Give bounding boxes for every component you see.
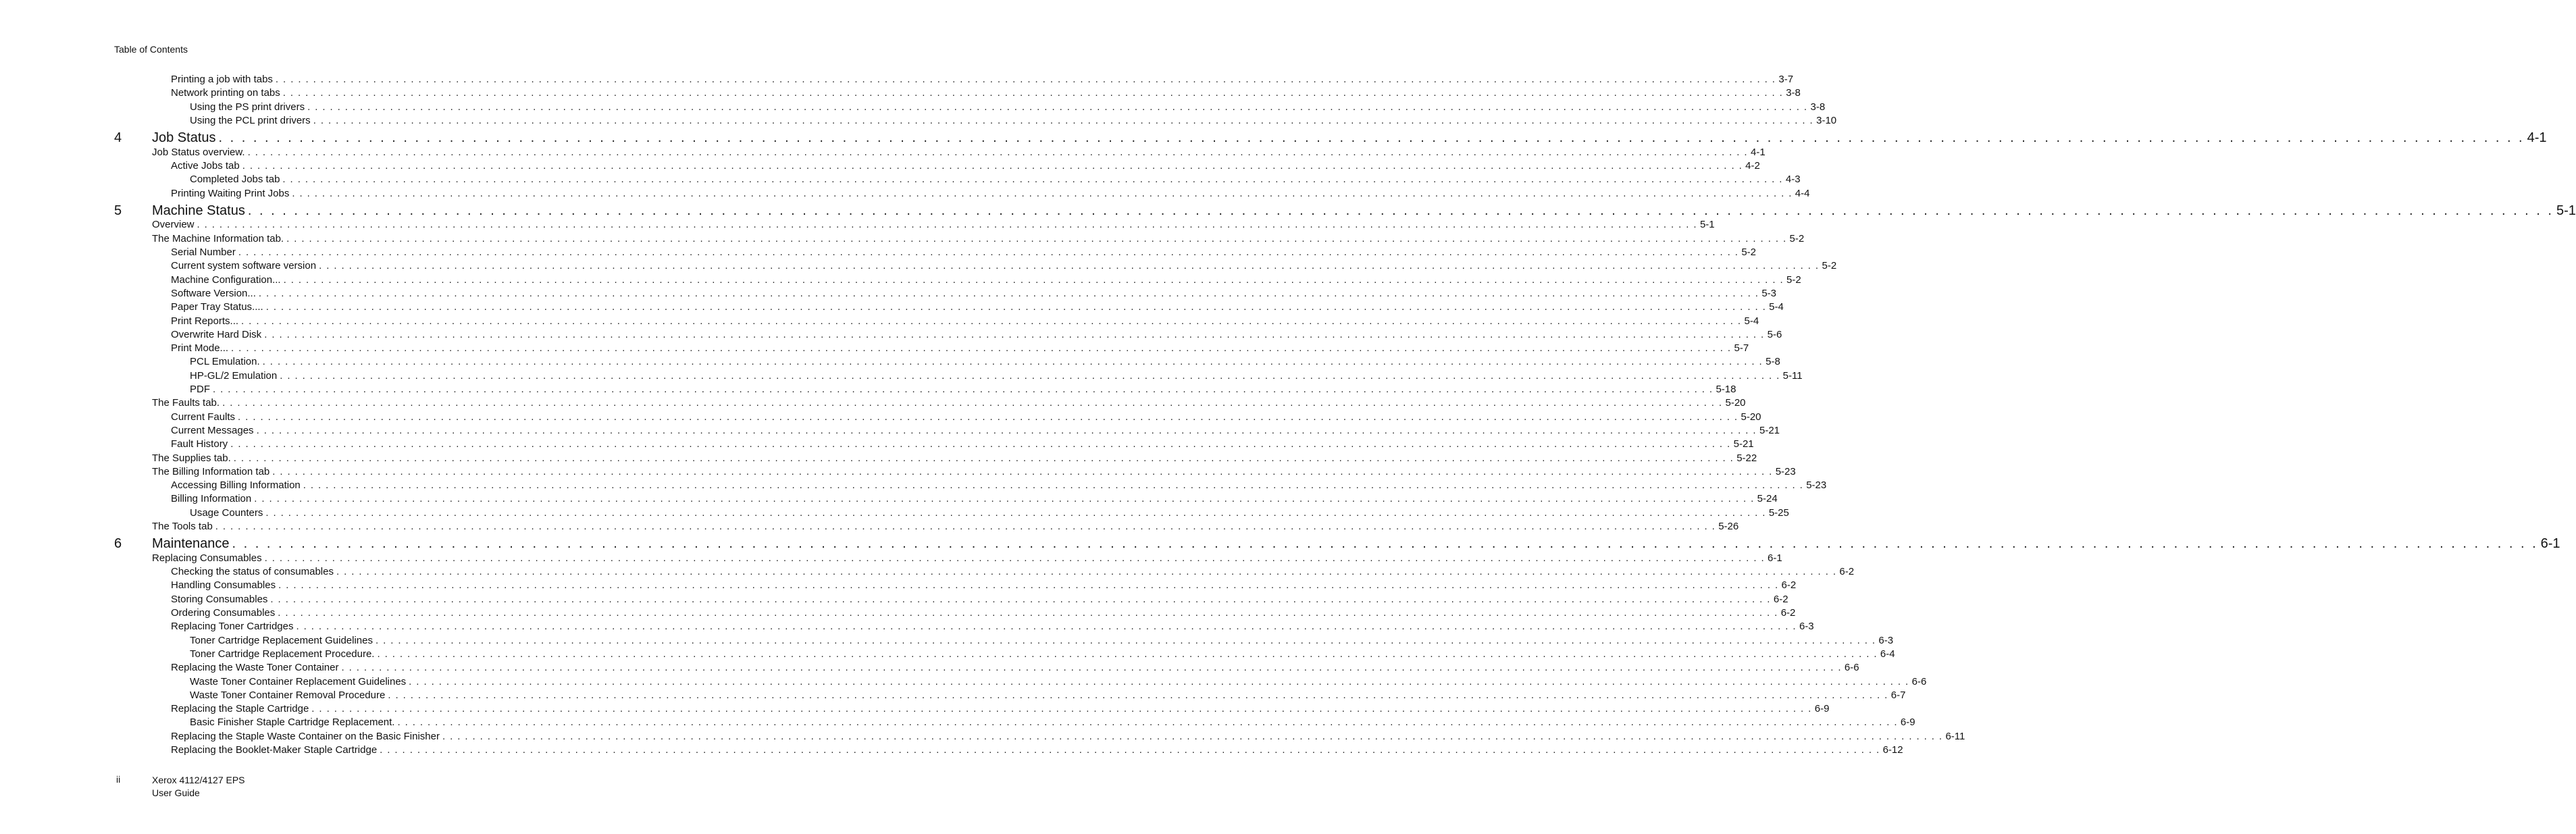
chapter-page: 5-1 xyxy=(2556,203,2576,218)
toc-entry[interactable] xyxy=(190,634,1894,648)
dot-leader: . . . . . . . . . . . . . . . . . . . . . . . . . . . . . . . . . . . . . . . . . . . . . . . . . . . . . . . . . . . . . . . . . . . . . . . . . . . . . . . . . . . . . . . . . . . . . . . . . . . . . . . . . . . . . . . . . . . . . . . . . . . . . . . . . . . . . . . . . . . . . . . . . . . . . . . . . . . . . . . . . . . . . . . . . . . . . . . . . . . . . . . . . . . . . . . . . . . . . . . . xyxy=(282,174,1783,186)
entry-page: 3-10 xyxy=(1816,114,1837,126)
toc-entry[interactable] xyxy=(190,648,1895,661)
entry-title: Print Mode... xyxy=(171,342,229,355)
entry-page: 6-4 xyxy=(1880,648,1895,660)
footer-product-info xyxy=(152,774,245,800)
toc-entry[interactable] xyxy=(171,744,1903,757)
toc-entry[interactable] xyxy=(152,146,1766,159)
toc-entry[interactable] xyxy=(190,383,1736,396)
dot-leader: . . . . . . . . . . . . . . . . . . . . . . . . . . . . . . . . . . . . . . . . . . . . . . . . . . . . . . . . . . . . . . . . . . . . . . . . . . . . . . . . . . . . . . . . . . . . . . . . . . . . . . . . . . . . . . . . . . . . . . . . . . . . . . . . . . . . . . . . . . . . . . . . . . . . . . . . . . . . . . . . . . . . . . . . . . . . . . . . . . . . . . . . . . . . . . . . . . . . . . . . xyxy=(388,689,1888,701)
toc-entry[interactable] xyxy=(152,465,1796,479)
footer-page-number: ii xyxy=(116,774,121,785)
entry-page: 3-8 xyxy=(1786,87,1801,99)
toc-entry[interactable] xyxy=(171,424,1780,438)
entry-title: Replacing the Booklet-Maker Staple Cartridge xyxy=(171,744,378,756)
entry-page: 6-6 xyxy=(1911,675,1927,687)
dot-leader: . . . . . . . . . . . . . . . . . . . . . . . . . . . . . . . . . . . . . . . . . . . . . . . . . . . . . . . . . . . . . . . . . . . . . . . . . . . . . . . . . . . . . . . . . . . . . . . . . . . . . . . . . . . . . . . . . . . . . . . . . . . . . . . . . . . . . . . . . . . . . . . . . . . . . . . . . . . . . . . . . . . . . . . . . . . . . . . . . . . . . . . . . . . . . . . . . . . . . . . . xyxy=(262,356,1763,368)
chapter-title: Job Status xyxy=(152,130,216,146)
entry-page: 6-3 xyxy=(1878,634,1894,646)
entry-page: 5-3 xyxy=(1761,287,1777,299)
entry-page: 5-11 xyxy=(1782,369,1803,382)
entry-page: 6-2 xyxy=(1839,566,1855,578)
entry-page: 5-25 xyxy=(1768,506,1789,519)
chapter-number: 5 xyxy=(114,203,122,218)
dot-leader: . . . . . . . . . . . . . . . . . . . . . . . . . . . . . . . . . . . . . . . . . . . . . . . . . . . . . . . . . . . . . . . . . . . . . . . . . . . . . . . . . . . . . . . . . . . . . . . . . . . . . . . . . . . . . . . . . . . . . . . . . . . . . . . . . . . . . . . . . . . . . . . . . . . . . . . . . . . . . . . . . . . . . . . . . . . . . . . . . . . . . . . . . . . . . . . . . . . . . . . . xyxy=(233,452,1734,464)
toc-entry[interactable] xyxy=(171,273,1801,287)
toc-entry[interactable] xyxy=(171,86,1801,100)
entry-page: 6-2 xyxy=(1780,607,1796,619)
entry-title: Usage Counters xyxy=(190,506,263,519)
chapter-page: 4-1 xyxy=(2527,130,2547,146)
dot-leader: . . . . . . . . . . . . . . . . . . . . . . . . . . . . . . . . . . . . . . . . . . . . . . . . . . . . . . . . . . . . . . . . . . . . . . . . . . . . . . . . . . . . . . . . . . . . . . . . . . . . . . . . . . . . . . . . . . . . . . . . . . . . . . . . . . . . . . . . . . . . . . . . . . . . . . . . . . . . . . . . . . . . . . . . . . . . . . . . . . . . . . . . . . . . . . . . . . . . . . . . xyxy=(258,287,1759,299)
dot-leader: . . . . . . . . . . . . . . . . . . . . . . . . . . . . . . . . . . . . . . . . . . . . . . . . . . . . . . . . . . . . . . . . . . . . . . . . . . . . . . . . . . . . . . . . . . . . . . . . . . . . . . . . . . . . . . . . . . . . . . . . . . . . . . . . . . . . . . . . . . . . . . . . . . . . . . . . . . . . . . . . . . . . . . . . . . . . . . . . . . . . . . . . . . . . . . . . . . . . . . . . xyxy=(307,101,1808,113)
toc-entry[interactable] xyxy=(190,101,1826,114)
toc-entry[interactable] xyxy=(190,675,1927,689)
entry-page: 6-9 xyxy=(1900,716,1915,729)
entry-page: 6-12 xyxy=(1882,744,1903,756)
footer-guide-name: User Guide xyxy=(152,787,200,798)
chapter-title: Maintenance xyxy=(152,536,230,552)
entry-page: 4-1 xyxy=(1751,146,1766,158)
dot-leader: . . . . . . . . . . . . . . . . . . . . . . . . . . . . . . . . . . . . . . . . . . . . . . . . . . . . . . . . . . . . . . . . . . . . . . . . . . . . . . . . . . . . . . . . . . . . . . . . . . . . . . . . . . . . . . . . . . . . . . . . . . . . . . . . . . . . . . . . . . . . . . . . . . . . . . . . . . . . . . . . . . . . . . . . . . . . . . . . . . . . . . . . . . . . . . . . . . . . . . . . xyxy=(231,342,1732,355)
entry-page: 5-18 xyxy=(1716,384,1736,395)
toc-entry[interactable] xyxy=(171,593,1788,606)
chapter-page: 6-1 xyxy=(2540,536,2560,552)
entry-title: The Machine Information tab. xyxy=(152,232,284,244)
entry-title: The Faults tab. xyxy=(152,397,220,409)
entry-title: Waste Toner Container Removal Procedure xyxy=(190,689,386,701)
dot-leader: . . . . . . . . . . . . . . . . . . . . . . . . . . . . . . . . . . . . . . . . . . . . . . . . . . . . . . . . . . . . . . . . . . . . . . . . . . . . . . . . . . . . . . . . . . . . . . . . . . . . . . . . . . . . . . . . . . . . . . . . . . . . . . . . . . . . . . . . . . . . . . . . . . . . . . . . . . . . . . . . . . . . . . . . . . . . . . . . . . . . . . . . . . . . . . . . . . . . . . . . xyxy=(242,160,1743,172)
toc-entry[interactable] xyxy=(171,287,1777,301)
toc-entry[interactable] xyxy=(171,187,1810,201)
chapter-entry[interactable] xyxy=(152,129,2547,147)
entry-title: Completed Jobs tab xyxy=(190,174,280,186)
dot-leader: . . . . . . . . . . . . . . . . . . . . . . . . . . . . . . . . . . . . . . . . . . . . . . . . . . . . . . . . . . . . . . . . . . . . . . . . . . . . . . . . . . . . . . . . . . . . . . . . . . . . . . . . . . . . . . . . . . . . . . . . . . . . . . . . . . . . . . . . . . . . . . . . . . . . . . . . . . . . . . . . . . . . . . . . . . . . . . . . . . . . . . . . . . . . . . . . . . . . . . . . xyxy=(272,465,1773,477)
entry-title: Serial Number xyxy=(171,246,236,258)
dot-leader: . . . . . . . . . . . . . . . . . . . . . . . . . . . . . . . . . . . . . . . . . . . . . . . . . . . . . . . . . . . . . . . . . . . . . . . . . . . . . . . . . . . . . . . . . . . . . . . . . . . . . . . . . . . . . . . . . . . . . . . . . . . . . . . . . . . . . . . . . . . . . . . . . . . . . . . . . . . . . . . . . . . . . . . . . . . . . . . . . . . . . . . . . . . . . . . . . . . . . . . . xyxy=(238,246,1739,258)
entry-page: 6-3 xyxy=(1799,621,1814,633)
entry-page: 5-1 xyxy=(1699,219,1715,231)
toc-entry[interactable] xyxy=(152,396,1746,410)
running-header: Table of Contents xyxy=(114,44,188,55)
chapter-entry[interactable] xyxy=(152,202,2576,219)
dot-leader: . . . . . . . . . . . . . . . . . . . . . . . . . . . . . . . . . . . . . . . . . . . . . . . . . . . . . . . . . . . . . . . . . . . . . . . . . . . . . . . . . . . . . . . . . . . . . . . . . . . . . . . . . . . . . . . . . . . . . . . . . . . . . . . . . . . . . . . . . . . . . . . . . . . . . . . . . . . . . . . . . . . . . . . . . . . . . . . . . . . . . . . . . . . . . . . . . . . . . . . . xyxy=(296,621,1797,633)
dot-leader: . . . . . . . . . . . . . . . . . . . . . . . . . . . . . . . . . . . . . . . . . . . . . . . . . . . . . . . . . . . . . . . . . . . . . . . . . . . . . . . . . . . . . . . . . . . . . . . . . . . . . . . . . . . . . . . . . . . . . . . . . . . . . . . . . . . . . . . . . . . . . . . . . . . . . . . . . . . . . . . . . . . . . . . . . . . . . . . . . . . . . . . . . . . . . . . . . . . . . . . . xyxy=(247,203,2554,218)
entry-page: 6-2 xyxy=(1781,579,1797,592)
entry-page: 5-4 xyxy=(1769,301,1784,313)
entry-title: Replacing the Waste Toner Container xyxy=(171,662,339,674)
entry-page: 5-20 xyxy=(1741,411,1761,423)
toc-entry[interactable] xyxy=(171,259,1837,273)
dot-leader: . . . . . . . . . . . . . . . . . . . . . . . . . . . . . . . . . . . . . . . . . . . . . . . . . . . . . . . . . . . . . . . . . . . . . . . . . . . . . . . . . . . . . . . . . . . . . . . . . . . . . . . . . . . . . . . . . . . . . . . . . . . . . . . . . . . . . . . . . . . . . . . . . . . . . . . . . . . . . . . . . . . . . . . . . . . . . . . . . . . . . . . . . . . . . . . . . . . . . . . . xyxy=(442,730,1943,742)
entry-page: 5-2 xyxy=(1789,232,1805,244)
toc-entry[interactable] xyxy=(152,232,1805,246)
entry-page: 6-9 xyxy=(1814,703,1830,715)
dot-leader: . . . . . . . . . . . . . . . . . . . . . . . . . . . . . . . . . . . . . . . . . . . . . . . . . . . . . . . . . . . . . . . . . . . . . . . . . . . . . . . . . . . . . . . . . . . . . . . . . . . . . . . . . . . . . . . . . . . . . . . . . . . . . . . . . . . . . . . . . . . . . . . . . . . . . . . . . . . . . . . . . . . . . . . . . . . . . . . . . . . . . . . . . . . . . . . . . . . . . . . . xyxy=(280,369,1780,382)
dot-leader: . . . . . . . . . . . . . . . . . . . . . . . . . . . . . . . . . . . . . . . . . . . . . . . . . . . . . . . . . . . . . . . . . . . . . . . . . . . . . . . . . . . . . . . . . . . . . . . . . . . . . . . . . . . . . . . . . . . . . . . . . . . . . . . . . . . . . . . . . . . . . . . . . . . . . . . . . . . . . . . . . . . . . . . . . . . . . . . . . . . . . . . . . . . . . . . . . . . . . . . . xyxy=(341,662,1842,674)
entry-title: Current Faults xyxy=(171,411,236,423)
chapter-entry[interactable] xyxy=(152,535,2560,552)
entry-page: 5-2 xyxy=(1822,260,1837,272)
entry-title: The Tools tab xyxy=(152,521,213,532)
toc-entry[interactable] xyxy=(190,716,1915,729)
entry-title: Using the PCL print drivers xyxy=(190,114,311,126)
footer-product-name: Xerox 4112/4127 EPS xyxy=(152,775,245,785)
toc-entry[interactable] xyxy=(152,552,1782,565)
entry-title: Fault History xyxy=(171,438,228,450)
dot-leader: . . . . . . . . . . . . . . . . . . . . . . . . . . . . . . . . . . . . . . . . . . . . . . . . . . . . . . . . . . . . . . . . . . . . . . . . . . . . . . . . . . . . . . . . . . . . . . . . . . . . . . . . . . . . . . . . . . . . . . . . . . . . . . . . . . . . . . . . . . . . . . . . . . . . . . . . . . . . . . . . . . . . . . . . . . . . . . . . . . . . . . . . . . . . . . . . . . . . . . . . xyxy=(247,146,1749,158)
dot-leader: . . . . . . . . . . . . . . . . . . . . . . . . . . . . . . . . . . . . . . . . . . . . . . . . . . . . . . . . . . . . . . . . . . . . . . . . . . . . . . . . . . . . . . . . . . . . . . . . . . . . . . . . . . . . . . . . . . . . . . . . . . . . . . . . . . . . . . . . . . . . . . . . . . . . . . . . . . . . . . . . . . . . . . . . . . . . . . . . . . . . . . . . . . . . . . . . . . . . . . . . xyxy=(256,424,1757,436)
entry-page: 4-3 xyxy=(1785,174,1801,186)
dot-leader: . . . . . . . . . . . . . . . . . . . . . . . . . . . . . . . . . . . . . . . . . . . . . . . . . . . . . . . . . . . . . . . . . . . . . . . . . . . . . . . . . . . . . . . . . . . . . . . . . . . . . . . . . . . . . . . . . . . . . . . . . . . . . . . . . . . . . . . . . . . . . . . . . . . . . . . . . . . . . . . . . . . . . . . . . . . . . . . . . . . . . . . . . . . . . . . . . . . . . . . . xyxy=(218,130,2525,146)
dot-leader: . . . . . . . . . . . . . . . . . . . . . . . . . . . . . . . . . . . . . . . . . . . . . . . . . . . . . . . . . . . . . . . . . . . . . . . . . . . . . . . . . . . . . . . . . . . . . . . . . . . . . . . . . . . . . . . . . . . . . . . . . . . . . . . . . . . . . . . . . . . . . . . . . . . . . . . . . . . . . . . . . . . . . . . . . . . . . . . . . . . . . . . . . . . . . . . . . . . . . . . . xyxy=(265,301,1767,313)
toc-entry[interactable] xyxy=(171,246,1756,259)
dot-leader: . . . . . . . . . . . . . . . . . . . . . . . . . . . . . . . . . . . . . . . . . . . . . . . . . . . . . . . . . . . . . . . . . . . . . . . . . . . . . . . . . . . . . . . . . . . . . . . . . . . . . . . . . . . . . . . . . . . . . . . . . . . . . . . . . . . . . . . . . . . . . . . . . . . . . . . . . . . . . . . . . . . . . . . . . . . . . . . . . . . . . . . . . . . . . . . . . . . . . . . . xyxy=(286,232,1787,244)
toc-entry[interactable] xyxy=(171,301,1784,314)
dot-leader: . . . . . . . . . . . . . . . . . . . . . . . . . . . . . . . . . . . . . . . . . . . . . . . . . . . . . . . . . . . . . . . . . . . . . . . . . . . . . . . . . . . . . . . . . . . . . . . . . . . . . . . . . . . . . . . . . . . . . . . . . . . . . . . . . . . . . . . . . . . . . . . . . . . . . . . . . . . . . . . . . . . . . . . . . . . . . . . . . . . . . . . . . . . . . . . . . . . . . . . . xyxy=(241,315,1742,327)
entry-title: HP-GL/2 Emulation xyxy=(190,369,278,382)
chapter-number: 6 xyxy=(114,536,122,552)
entry-title: Waste Toner Container Replacement Guidelines xyxy=(190,675,407,687)
entry-page: 4-2 xyxy=(1745,160,1760,172)
dot-leader: . . . . . . . . . . . . . . . . . . . . . . . . . . . . . . . . . . . . . . . . . . . . . . . . . . . . . . . . . . . . . . . . . . . . . . . . . . . . . . . . . . . . . . . . . . . . . . . . . . . . . . . . . . . . . . . . . . . . . . . . . . . . . . . . . . . . . . . . . . . . . . . . . . . . . . . . . . . . . . . . . . . . . . . . . . . . . . . . . . . . . . . . . . . . . . . . . . . . . . . . xyxy=(278,579,1779,592)
entry-title: Paper Tray Status.... xyxy=(171,301,263,313)
entry-page: 5-6 xyxy=(1767,328,1782,340)
entry-title: Overwrite Hard Disk xyxy=(171,328,262,340)
entry-title: Ordering Consumables xyxy=(171,607,276,619)
dot-leader: . . . . . . . . . . . . . . . . . . . . . . . . . . . . . . . . . . . . . . . . . . . . . . . . . . . . . . . . . . . . . . . . . . . . . . . . . . . . . . . . . . . . . . . . . . . . . . . . . . . . . . . . . . . . . . . . . . . . . . . . . . . . . . . . . . . . . . . . . . . . . . . . . . . . . . . . . . . . . . . . . . . . . . . . . . . . . . . . . . . . . . . . . . . . . . . . . . . . . . . . xyxy=(222,397,1723,409)
entry-page: 5-21 xyxy=(1759,424,1780,436)
toc-entry[interactable] xyxy=(171,411,1761,424)
entry-page: 6-1 xyxy=(1768,552,1782,564)
entry-page: 5-20 xyxy=(1725,397,1746,409)
toc-entry[interactable] xyxy=(171,661,1859,675)
entry-title: Printing Waiting Print Jobs xyxy=(171,187,290,199)
dot-leader: . . . . . . . . . . . . . . . . . . . . . . . . . . . . . . . . . . . . . . . . . . . . . . . . . . . . . . . . . . . . . . . . . . . . . . . . . . . . . . . . . . . . . . . . . . . . . . . . . . . . . . . . . . . . . . . . . . . . . . . . . . . . . . . . . . . . . . . . . . . . . . . . . . . . . . . . . . . . . . . . . . . . . . . . . . . . . . . . . . . . . . . . . . . . . . . . . . . . . . . . xyxy=(292,187,1793,199)
toc-entry[interactable] xyxy=(190,173,1801,186)
toc-entry[interactable] xyxy=(171,315,1759,328)
dot-leader: . . . . . . . . . . . . . . . . . . . . . . . . . . . . . . . . . . . . . . . . . . . . . . . . . . . . . . . . . . . . . . . . . . . . . . . . . . . . . . . . . . . . . . . . . . . . . . . . . . . . . . . . . . . . . . . . . . . . . . . . . . . . . . . . . . . . . . . . . . . . . . . . . . . . . . . . . . . . . . . . . . . . . . . . . . . . . . . . . . . . . . . . . . . . . . . . . . . . . . . . xyxy=(230,438,1731,450)
entry-title: Printing a job with tabs xyxy=(171,74,273,85)
toc-entry[interactable] xyxy=(171,73,1794,86)
dot-leader: . . . . . . . . . . . . . . . . . . . . . . . . . . . . . . . . . . . . . . . . . . . . . . . . . . . . . . . . . . . . . . . . . . . . . . . . . . . . . . . . . . . . . . . . . . . . . . . . . . . . . . . . . . . . . . . . . . . . . . . . . . . . . . . . . . . . . . . . . . . . . . . . . . . . . . . . . . . . . . . . . . . . . . . . . . . . . . . . . . . . . . . . . . . . . . . . . . . . . . . . xyxy=(213,384,1714,395)
dot-leader: . . . . . . . . . . . . . . . . . . . . . . . . . . . . . . . . . . . . . . . . . . . . . . . . . . . . . . . . . . . . . . . . . . . . . . . . . . . . . . . . . . . . . . . . . . . . . . . . . . . . . . . . . . . . . . . . . . . . . . . . . . . . . . . . . . . . . . . . . . . . . . . . . . . . . . . . . . . . . . . . . . . . . . . . . . . . . . . . . . . . . . . . . . . . . . . . . . . . . . . . xyxy=(311,703,1812,715)
toc-entry[interactable] xyxy=(171,479,1827,492)
entry-page: 6-2 xyxy=(1773,593,1788,605)
entry-page: 5-7 xyxy=(1734,342,1749,355)
dot-leader: . . . . . . . . . . . . . . . . . . . . . . . . . . . . . . . . . . . . . . . . . . . . . . . . . . . . . . . . . . . . . . . . . . . . . . . . . . . . . . . . . . . . . . . . . . . . . . . . . . . . . . . . . . . . . . . . . . . . . . . . . . . . . . . . . . . . . . . . . . . . . . . . . . . . . . . . . . . . . . . . . . . . . . . . . . . . . . . . . . . . . . . . . . . . . . . . . . . . . . . . xyxy=(380,744,1880,756)
entry-page: 4-4 xyxy=(1795,187,1810,199)
entry-page: 3-8 xyxy=(1810,101,1826,113)
entry-title: Current Messages xyxy=(171,424,254,436)
entry-page: 3-7 xyxy=(1778,74,1794,85)
entry-title: Toner Cartridge Replacement Procedure. xyxy=(190,648,375,660)
entry-title: Current system software version xyxy=(171,260,317,272)
toc-entry[interactable] xyxy=(171,492,1778,506)
entry-title: Basic Finisher Staple Cartridge Replacement. xyxy=(190,716,395,729)
toc-entry[interactable] xyxy=(171,565,1855,579)
dot-leader: . . . . . . . . . . . . . . . . . . . . . . . . . . . . . . . . . . . . . . . . . . . . . . . . . . . . . . . . . . . . . . . . . . . . . . . . . . . . . . . . . . . . . . . . . . . . . . . . . . . . . . . . . . . . . . . . . . . . . . . . . . . . . . . . . . . . . . . . . . . . . . . . . . . . . . . . . . . . . . . . . . . . . . . . . . . . . . . . . . . . . . . . . . . . . . . . . . . . . . . . xyxy=(397,716,1898,729)
chapter-number: 4 xyxy=(114,130,122,146)
entry-title: Storing Consumables xyxy=(171,593,268,605)
entry-title: Toner Cartridge Replacement Guidelines xyxy=(190,634,373,646)
toc-entry[interactable] xyxy=(171,620,1814,633)
entry-title: Overview xyxy=(152,219,195,231)
dot-leader: . . . . . . . . . . . . . . . . . . . . . . . . . . . . . . . . . . . . . . . . . . . . . . . . . . . . . . . . . . . . . . . . . . . . . . . . . . . . . . . . . . . . . . . . . . . . . . . . . . . . . . . . . . . . . . . . . . . . . . . . . . . . . . . . . . . . . . . . . . . . . . . . . . . . . . . . . . . . . . . . . . . . . . . . . . . . . . . . . . . . . . . . . . . . . . . . . . . . . . . . xyxy=(375,634,1876,646)
dot-leader: . . . . . . . . . . . . . . . . . . . . . . . . . . . . . . . . . . . . . . . . . . . . . . . . . . . . . . . . . . . . . . . . . . . . . . . . . . . . . . . . . . . . . . . . . . . . . . . . . . . . . . . . . . . . . . . . . . . . . . . . . . . . . . . . . . . . . . . . . . . . . . . . . . . . . . . . . . . . . . . . . . . . . . . . . . . . . . . . . . . . . . . . . . . . . . . . . . . . . . . . xyxy=(409,675,1909,687)
entry-title: PCL Emulation. xyxy=(190,356,260,368)
dot-leader: . . . . . . . . . . . . . . . . . . . . . . . . . . . . . . . . . . . . . . . . . . . . . . . . . . . . . . . . . . . . . . . . . . . . . . . . . . . . . . . . . . . . . . . . . . . . . . . . . . . . . . . . . . . . . . . . . . . . . . . . . . . . . . . . . . . . . . . . . . . . . . . . . . . . . . . . . . . . . . . . . . . . . . . . . . . . . . . . . . . . . . . . . . . . . . . . . . . . . . . . xyxy=(264,328,1765,340)
dot-leader: . . . . . . . . . . . . . . . . . . . . . . . . . . . . . . . . . . . . . . . . . . . . . . . . . . . . . . . . . . . . . . . . . . . . . . . . . . . . . . . . . . . . . . . . . . . . . . . . . . . . . . . . . . . . . . . . . . . . . . . . . . . . . . . . . . . . . . . . . . . . . . . . . . . . . . . . . . . . . . . . . . . . . . . . . . . . . . . . . . . . . . . . . . . . . . . . . . . . . . . . xyxy=(238,411,1738,423)
toc-entry[interactable] xyxy=(171,438,1754,451)
entry-title: Job Status overview. xyxy=(152,146,245,158)
toc-entry[interactable] xyxy=(171,579,1797,592)
entry-title: Machine Configuration... xyxy=(171,273,281,286)
toc-entry[interactable] xyxy=(171,328,1782,342)
entry-title: Active Jobs tab xyxy=(171,160,240,172)
dot-leader: . . . . . . . . . . . . . . . . . . . . . . . . . . . . . . . . . . . . . . . . . . . . . . . . . . . . . . . . . . . . . . . . . . . . . . . . . . . . . . . . . . . . . . . . . . . . . . . . . . . . . . . . . . . . . . . . . . . . . . . . . . . . . . . . . . . . . . . . . . . . . . . . . . . . . . . . . . . . . . . . . . . . . . . . . . . . . . . . . . . . . . . . . . . . . . . . . . . . . . . . xyxy=(265,506,1766,519)
entry-title: PDF xyxy=(190,384,210,395)
toc-entry[interactable] xyxy=(190,114,1837,128)
chapter-title: Machine Status xyxy=(152,203,245,218)
dot-leader: . . . . . . . . . . . . . . . . . . . . . . . . . . . . . . . . . . . . . . . . . . . . . . . . . . . . . . . . . . . . . . . . . . . . . . . . . . . . . . . . . . . . . . . . . . . . . . . . . . . . . . . . . . . . . . . . . . . . . . . . . . . . . . . . . . . . . . . . . . . . . . . . . . . . . . . . . . . . . . . . . . . . . . . . . . . . . . . . . . . . . . . . . . . . . . . . . . . . . . . . xyxy=(254,493,1755,505)
entry-title: The Supplies tab. xyxy=(152,452,231,464)
entry-title: Handling Consumables xyxy=(171,579,276,592)
toc-entry[interactable] xyxy=(152,218,1715,232)
entry-page: 5-22 xyxy=(1736,452,1757,464)
dot-leader: . . . . . . . . . . . . . . . . . . . . . . . . . . . . . . . . . . . . . . . . . . . . . . . . . . . . . . . . . . . . . . . . . . . . . . . . . . . . . . . . . . . . . . . . . . . . . . . . . . . . . . . . . . . . . . . . . . . . . . . . . . . . . . . . . . . . . . . . . . . . . . . . . . . . . . . . . . . . . . . . . . . . . . . . . . . . . . . . . . . . . . . . . . . . . . . . . . . . . . . . xyxy=(319,260,1820,272)
toc-entry[interactable] xyxy=(190,369,1803,383)
dot-leader: . . . . . . . . . . . . . . . . . . . . . . . . . . . . . . . . . . . . . . . . . . . . . . . . . . . . . . . . . . . . . . . . . . . . . . . . . . . . . . . . . . . . . . . . . . . . . . . . . . . . . . . . . . . . . . . . . . . . . . . . . . . . . . . . . . . . . . . . . . . . . . . . . . . . . . . . . . . . . . . . . . . . . . . . . . . . . . . . . . . . . . . . . . . . . . . . . . . . . . . . xyxy=(377,648,1878,660)
entry-page: 5-8 xyxy=(1766,356,1780,368)
entry-title: Billing Information xyxy=(171,493,252,505)
entry-title: Checking the status of consumables xyxy=(171,566,334,578)
entry-page: 6-6 xyxy=(1844,662,1859,674)
toc-entry[interactable] xyxy=(171,159,1760,173)
dot-leader: . . . . . . . . . . . . . . . . . . . . . . . . . . . . . . . . . . . . . . . . . . . . . . . . . . . . . . . . . . . . . . . . . . . . . . . . . . . . . . . . . . . . . . . . . . . . . . . . . . . . . . . . . . . . . . . . . . . . . . . . . . . . . . . . . . . . . . . . . . . . . . . . . . . . . . . . . . . . . . . . . . . . . . . . . . . . . . . . . . . . . . . . . . . . . . . . . . . . . . . . xyxy=(197,219,1697,231)
dot-leader: . . . . . . . . . . . . . . . . . . . . . . . . . . . . . . . . . . . . . . . . . . . . . . . . . . . . . . . . . . . . . . . . . . . . . . . . . . . . . . . . . . . . . . . . . . . . . . . . . . . . . . . . . . . . . . . . . . . . . . . . . . . . . . . . . . . . . . . . . . . . . . . . . . . . . . . . . . . . . . . . . . . . . . . . . . . . . . . . . . . . . . . . . . . . . . . . . . . . . . . . xyxy=(275,74,1776,85)
entry-title: Using the PS print drivers xyxy=(190,101,305,113)
entry-title: Network printing on tabs xyxy=(171,87,280,99)
entry-title: Software Version... xyxy=(171,287,256,299)
dot-leader: . . . . . . . . . . . . . . . . . . . . . . . . . . . . . . . . . . . . . . . . . . . . . . . . . . . . . . . . . . . . . . . . . . . . . . . . . . . . . . . . . . . . . . . . . . . . . . . . . . . . . . . . . . . . . . . . . . . . . . . . . . . . . . . . . . . . . . . . . . . . . . . . . . . . . . . . . . . . . . . . . . . . . . . . . . . . . . . . . . . . . . . . . . . . . . . . . . . . . . . . xyxy=(270,593,1771,605)
entry-title: Replacing the Staple Cartridge xyxy=(171,703,309,715)
toc-entry[interactable] xyxy=(171,606,1796,620)
entry-title: The Billing Information tab xyxy=(152,465,270,477)
entry-page: 5-24 xyxy=(1757,493,1778,505)
dot-leader: . . . . . . . . . . . . . . . . . . . . . . . . . . . . . . . . . . . . . . . . . . . . . . . . . . . . . . . . . . . . . . . . . . . . . . . . . . . . . . . . . . . . . . . . . . . . . . . . . . . . . . . . . . . . . . . . . . . . . . . . . . . . . . . . . . . . . . . . . . . . . . . . . . . . . . . . . . . . . . . . . . . . . . . . . . . . . . . . . . . . . . . . . . . . . . . . . . . . . . . . xyxy=(232,536,2538,552)
entry-page: 5-4 xyxy=(1744,315,1759,327)
dot-leader: . . . . . . . . . . . . . . . . . . . . . . . . . . . . . . . . . . . . . . . . . . . . . . . . . . . . . . . . . . . . . . . . . . . . . . . . . . . . . . . . . . . . . . . . . . . . . . . . . . . . . . . . . . . . . . . . . . . . . . . . . . . . . . . . . . . . . . . . . . . . . . . . . . . . . . . . . . . . . . . . . . . . . . . . . . . . . . . . . . . . . . . . . . . . . . . . . . . . . . . . xyxy=(336,566,1837,578)
entry-page: 5-21 xyxy=(1733,438,1754,450)
toc-entry[interactable] xyxy=(171,730,1965,744)
entry-page: 6-7 xyxy=(1890,689,1906,701)
toc-entry[interactable] xyxy=(190,689,1906,702)
toc-entry[interactable] xyxy=(152,452,1757,465)
toc-entry[interactable] xyxy=(190,506,1789,520)
toc-entry[interactable] xyxy=(171,342,1749,355)
entry-page: 5-2 xyxy=(1741,246,1756,258)
entry-page: 6-11 xyxy=(1945,730,1965,742)
dot-leader: . . . . . . . . . . . . . . . . . . . . . . . . . . . . . . . . . . . . . . . . . . . . . . . . . . . . . . . . . . . . . . . . . . . . . . . . . . . . . . . . . . . . . . . . . . . . . . . . . . . . . . . . . . . . . . . . . . . . . . . . . . . . . . . . . . . . . . . . . . . . . . . . . . . . . . . . . . . . . . . . . . . . . . . . . . . . . . . . . . . . . . . . . . . . . . . . . . . . . . . . xyxy=(264,552,1766,564)
dot-leader: . . . . . . . . . . . . . . . . . . . . . . . . . . . . . . . . . . . . . . . . . . . . . . . . . . . . . . . . . . . . . . . . . . . . . . . . . . . . . . . . . . . . . . . . . . . . . . . . . . . . . . . . . . . . . . . . . . . . . . . . . . . . . . . . . . . . . . . . . . . . . . . . . . . . . . . . . . . . . . . . . . . . . . . . . . . . . . . . . . . . . . . . . . . . . . . . . . . . . . . . xyxy=(283,273,1784,286)
dot-leader: . . . . . . . . . . . . . . . . . . . . . . . . . . . . . . . . . . . . . . . . . . . . . . . . . . . . . . . . . . . . . . . . . . . . . . . . . . . . . . . . . . . . . . . . . . . . . . . . . . . . . . . . . . . . . . . . . . . . . . . . . . . . . . . . . . . . . . . . . . . . . . . . . . . . . . . . . . . . . . . . . . . . . . . . . . . . . . . . . . . . . . . . . . . . . . . . . . . . . . . . xyxy=(215,521,1716,532)
toc-entry[interactable] xyxy=(152,520,1739,533)
dot-leader: . . . . . . . . . . . . . . . . . . . . . . . . . . . . . . . . . . . . . . . . . . . . . . . . . . . . . . . . . . . . . . . . . . . . . . . . . . . . . . . . . . . . . . . . . . . . . . . . . . . . . . . . . . . . . . . . . . . . . . . . . . . . . . . . . . . . . . . . . . . . . . . . . . . . . . . . . . . . . . . . . . . . . . . . . . . . . . . . . . . . . . . . . . . . . . . . . . . . . . . . xyxy=(303,479,1804,492)
dot-leader: . . . . . . . . . . . . . . . . . . . . . . . . . . . . . . . . . . . . . . . . . . . . . . . . . . . . . . . . . . . . . . . . . . . . . . . . . . . . . . . . . . . . . . . . . . . . . . . . . . . . . . . . . . . . . . . . . . . . . . . . . . . . . . . . . . . . . . . . . . . . . . . . . . . . . . . . . . . . . . . . . . . . . . . . . . . . . . . . . . . . . . . . . . . . . . . . . . . . . . . . xyxy=(278,607,1778,619)
entry-title: Replacing the Staple Waste Container on the Basic Finisher xyxy=(171,730,440,742)
dot-leader: . . . . . . . . . . . . . . . . . . . . . . . . . . . . . . . . . . . . . . . . . . . . . . . . . . . . . . . . . . . . . . . . . . . . . . . . . . . . . . . . . . . . . . . . . . . . . . . . . . . . . . . . . . . . . . . . . . . . . . . . . . . . . . . . . . . . . . . . . . . . . . . . . . . . . . . . . . . . . . . . . . . . . . . . . . . . . . . . . . . . . . . . . . . . . . . . . . . . . . . . xyxy=(313,114,1814,126)
entry-page: 5-23 xyxy=(1806,479,1827,492)
entry-title: Print Reports... xyxy=(171,315,239,327)
entry-title: Accessing Billing Information xyxy=(171,479,301,492)
entry-page: 5-26 xyxy=(1718,521,1739,532)
entry-title: Replacing Toner Cartridges xyxy=(171,621,294,633)
toc-entry[interactable] xyxy=(171,702,1830,716)
toc-entry[interactable] xyxy=(190,355,1780,369)
dot-leader: . . . . . . . . . . . . . . . . . . . . . . . . . . . . . . . . . . . . . . . . . . . . . . . . . . . . . . . . . . . . . . . . . . . . . . . . . . . . . . . . . . . . . . . . . . . . . . . . . . . . . . . . . . . . . . . . . . . . . . . . . . . . . . . . . . . . . . . . . . . . . . . . . . . . . . . . . . . . . . . . . . . . . . . . . . . . . . . . . . . . . . . . . . . . . . . . . . . . . . . . xyxy=(282,87,1784,99)
entry-page: 5-2 xyxy=(1786,273,1801,286)
entry-title: Replacing Consumables xyxy=(152,552,262,564)
entry-page: 5-23 xyxy=(1775,465,1796,477)
